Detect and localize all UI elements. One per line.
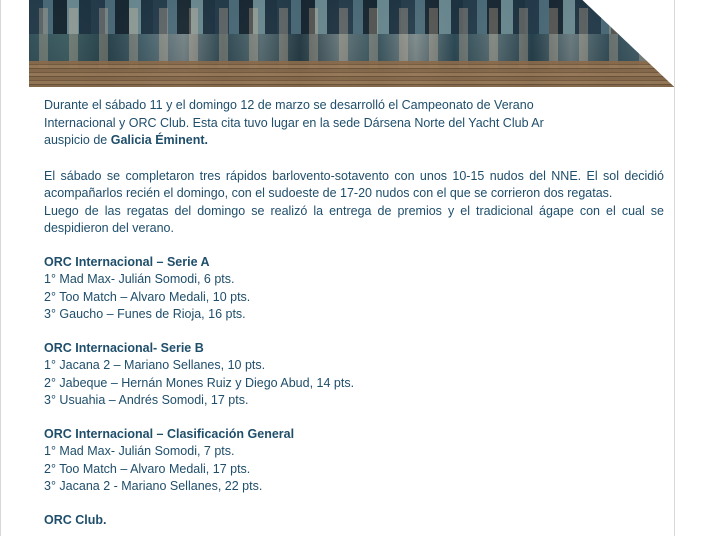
page-left-rule (0, 0, 1, 536)
spacer (44, 238, 664, 254)
result-item: 2° Jabeque – Hernán Mones Ruiz y Diego Abud, 14 pts. (44, 375, 355, 390)
result-item: 2° Too Match – Alvaro Medali, 10 pts. (44, 289, 251, 304)
intro-line-3: auspicio de (44, 133, 111, 147)
hero-photo-detail-middle (29, 8, 674, 69)
page-right-rule (674, 0, 675, 536)
section-title-orc-club: ORC Club. (44, 512, 107, 527)
article-body (44, 97, 664, 529)
sponsor-link[interactable]: Galicia Éminent. (110, 133, 208, 147)
hero-photo (29, 0, 674, 87)
spacer (44, 410, 664, 426)
intro-line-2: Internacional y ORC Club. Esta cita tuvo lugar en la sede Dársena Norte del Yacht Club Ar (44, 115, 544, 130)
result-item: 1° Mad Max- Julián Somodi, 7 pts. (44, 444, 235, 458)
spacer (44, 150, 664, 168)
result-item: 3° Jacana 2 - Mariano Sellanes, 22 pts. (44, 479, 263, 493)
result-item: 2° Too Match – Alvaro Medali, 17 pts. (44, 461, 251, 476)
section-title-serie-b: ORC Internacional- Serie B (44, 340, 204, 355)
section-title-clasificacion-general: ORC Internacional – Clasificación General (44, 426, 295, 441)
intro-paragraph (44, 97, 574, 150)
spacer (44, 496, 664, 512)
result-item: 3° Usuahia – Andrés Somodi, 17 pts. (44, 393, 249, 407)
hero-photo-detail-deck (29, 61, 674, 87)
result-item: 1° Mad Max- Julián Somodi, 6 pts. (44, 272, 235, 286)
result-item: 1° Jacana 2 – Mariano Sellanes, 10 pts. (44, 358, 266, 372)
intro-line-1: Durante el sábado 11 y el domingo 12 de marzo se desarrolló el Campeonato de Verano (44, 98, 534, 112)
section-title-serie-a: ORC Internacional – Serie A (44, 254, 210, 269)
hero-photo-image (29, 0, 674, 87)
result-item: 3° Gaucho – Funes de Rioja, 16 pts. (44, 307, 246, 321)
spacer (44, 324, 664, 340)
hero-corner-cut (582, 0, 674, 87)
paragraph-2: El sábado se completaron tres rápidos barlovento-sotavento con unos 10-15 nudos del NNE. El sol decidió acompañarlos recién el domingo, con el sudoeste de 17-20 nudos con el que se corrieron dos regatas. (44, 168, 664, 200)
paragraph-3: Luego de las regatas del domingo se realizó la entrega de premios y el tradicional ágape con el cual se despidieron del verano. (44, 203, 664, 235)
